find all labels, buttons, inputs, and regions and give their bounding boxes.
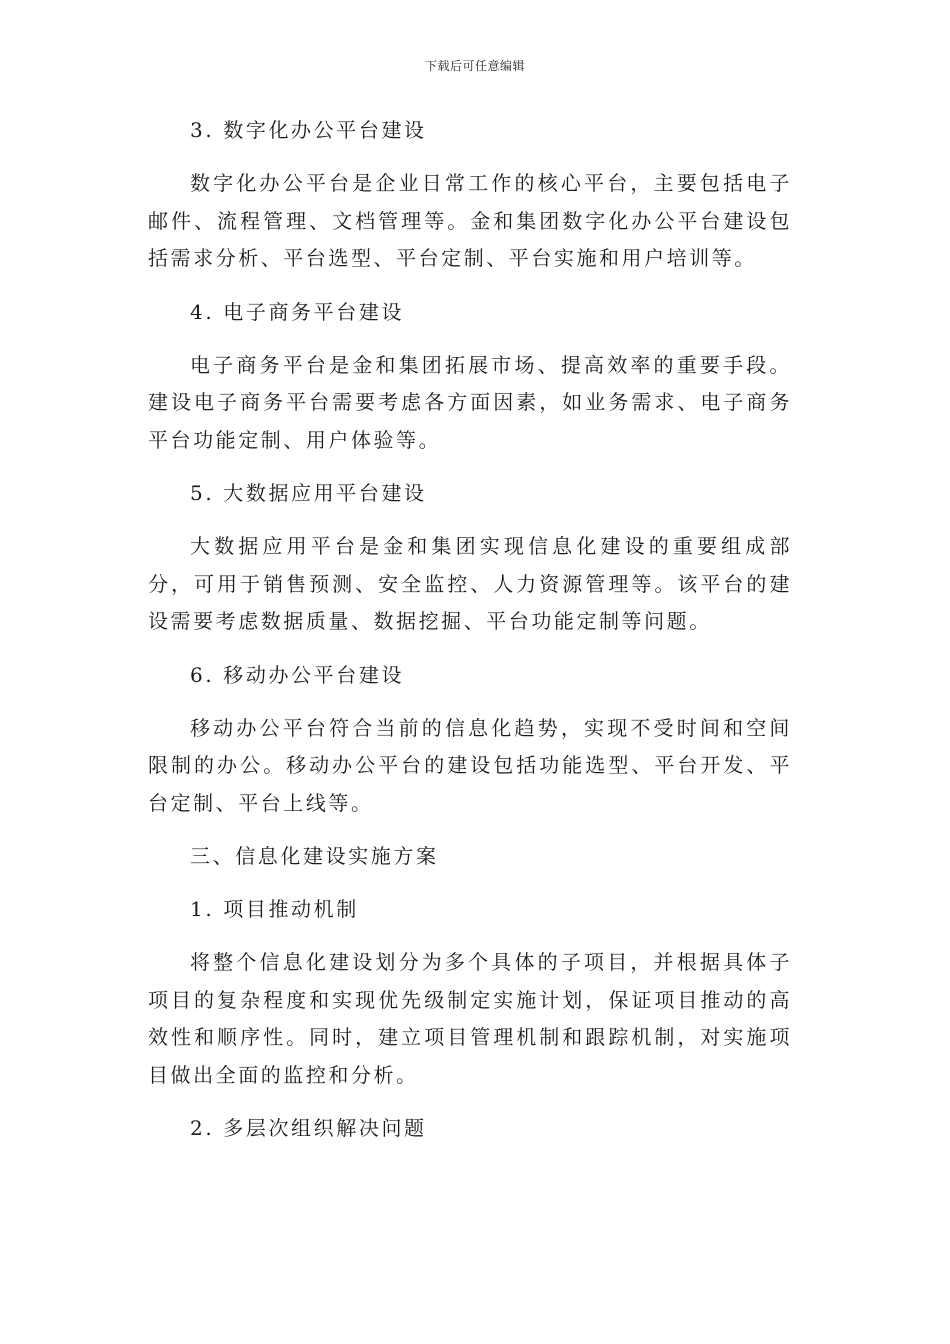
paragraph-mobile-office: 移动办公平台符合当前的信息化趋势，实现不受时间和空间限制的办公。移动办公平台的建设包括功能选型、平台开发、平台定制、平台上线等。 <box>148 715 792 815</box>
section-heading-multilevel-organization: 2. 多层次组织解决问题 <box>190 1116 427 1140</box>
paragraph-big-data: 大数据应用平台是金和集团实现信息化建设的重要组成部分，可用于销售预测、安全监控、人力资源管理等。该平台的建设需要考虑数据质量、数据挖掘、平台功能定制等问题。 <box>148 534 792 633</box>
paragraph-ecommerce: 电子商务平台是金和集团拓展市场、提高效率的重要手段。建设电子商务平台需要考虑各方面因素，如业务需求、电子商务平台功能定制、用户体验等。 <box>148 352 792 452</box>
header-note: 下载后可任意编辑 <box>424 59 525 73</box>
section-heading-project-mechanism: 1. 项目推动机制 <box>190 897 359 921</box>
paragraph-digital-office: 数字化办公平台是企业日常工作的核心平台，主要包括电子邮件、流程管理、文档管理等。金和集团数字化办公平台建设包括需求分析、平台选型、平台定制、平台实施和用户培训等。 <box>148 171 792 270</box>
section-heading-big-data: 5. 大数据应用平台建设 <box>190 481 427 505</box>
chapter-heading-implementation-plan: 三、信息化建设实施方案 <box>190 844 439 868</box>
section-heading-digital-office: 3. 数字化办公平台建设 <box>190 118 427 142</box>
section-heading-ecommerce: 4. 电子商务平台建设 <box>190 299 405 324</box>
document-body <box>148 112 792 1163</box>
paragraph-project-mechanism: 将整个信息化建设划分为多个具体的子项目，并根据具体子项目的复杂程度和实现优先级制定实施计划，保证项目推动的高效性和顺序性。同时，建立项目管理机制和跟踪机制，对实施项目做出全面的监控和分析。 <box>148 950 792 1087</box>
section-heading-mobile-office: 6. 移动办公平台建设 <box>190 662 405 687</box>
